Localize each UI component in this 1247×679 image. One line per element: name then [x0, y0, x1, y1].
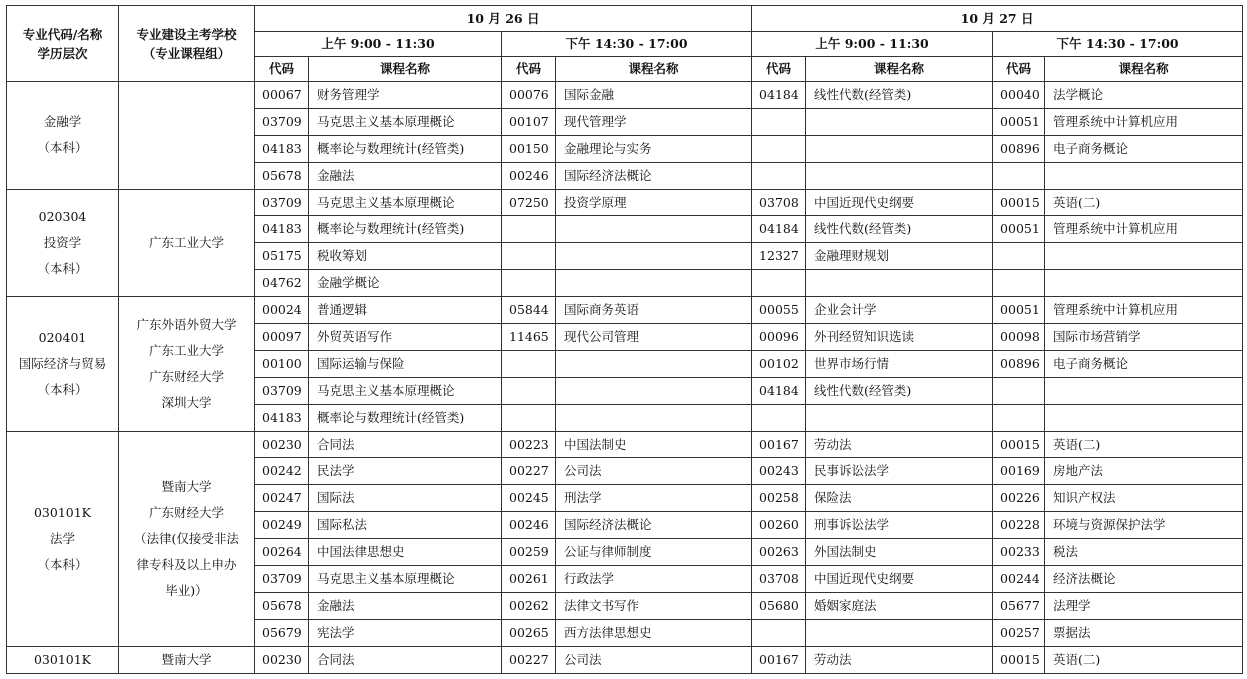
- course-name: 行政法学: [556, 566, 752, 593]
- course-code: [502, 350, 556, 377]
- course-code: 00249: [255, 512, 309, 539]
- course-code: 03708: [752, 566, 806, 593]
- course-code: 00264: [255, 539, 309, 566]
- course-code: 00097: [255, 324, 309, 351]
- course-name: 中国近现代史纲要: [806, 189, 993, 216]
- course-code: 00226: [993, 485, 1045, 512]
- major-text: 020304: [38, 208, 87, 224]
- course-name: 国际私法: [309, 512, 502, 539]
- course-name: 经济法概论: [1045, 566, 1243, 593]
- course-name: 线性代数(经管类): [806, 82, 993, 109]
- course-code: 00246: [502, 162, 556, 189]
- table-header: [7, 6, 1243, 82]
- code-column-header: 代码: [502, 57, 556, 82]
- course-name: [556, 216, 752, 243]
- course-name: 民法学: [309, 458, 502, 485]
- course-name: 西方法律思想史: [556, 619, 752, 646]
- course-name: 金融法: [309, 592, 502, 619]
- school-cell: [119, 431, 255, 646]
- course-code: 05175: [255, 243, 309, 270]
- course-code: [502, 216, 556, 243]
- course-code: 00167: [752, 646, 806, 673]
- course-name: 法学概论: [1045, 82, 1243, 109]
- course-name: [806, 404, 993, 431]
- course-code: 05680: [752, 592, 806, 619]
- course-code: 05677: [993, 592, 1045, 619]
- course-code: 00096: [752, 324, 806, 351]
- course-code: 00247: [255, 485, 309, 512]
- course-name: 企业会计学: [806, 297, 993, 324]
- course-name: [806, 135, 993, 162]
- course-code: 00107: [502, 108, 556, 135]
- course-code: [752, 162, 806, 189]
- course-code: 00015: [993, 646, 1045, 673]
- course-name: 婚姻家庭法: [806, 592, 993, 619]
- course-code: 00245: [502, 485, 556, 512]
- course-code: 00262: [502, 592, 556, 619]
- name-column-header: 课程名称: [1045, 57, 1243, 82]
- course-code: 00233: [993, 539, 1045, 566]
- course-name: 世界市场行情: [806, 350, 993, 377]
- course-code: 04183: [255, 404, 309, 431]
- course-code: 00263: [752, 539, 806, 566]
- course-code: 00051: [993, 216, 1045, 243]
- name-column-header: 课程名称: [806, 57, 993, 82]
- course-code: 03709: [255, 377, 309, 404]
- day-header: 10 月 27 日: [752, 6, 1243, 32]
- course-code: 00260: [752, 512, 806, 539]
- course-name: 中国法制史: [556, 431, 752, 458]
- course-name: 线性代数(经管类): [806, 377, 993, 404]
- course-name: 马克思主义基本原理概论: [309, 566, 502, 593]
- course-name: 公司法: [556, 458, 752, 485]
- course-code: 00265: [502, 619, 556, 646]
- course-name: 金融理论与实务: [556, 135, 752, 162]
- major-column-header: 专业代码/名称 学历层次: [7, 6, 119, 82]
- course-name: [556, 243, 752, 270]
- course-name: 管理系统中计算机应用: [1045, 108, 1243, 135]
- school-cell: [119, 82, 255, 190]
- school-text: 广东外语外贸大学: [136, 316, 237, 332]
- course-name: 国际运输与保险: [309, 350, 502, 377]
- course-name: 刑事诉讼法学: [806, 512, 993, 539]
- course-code: 04183: [255, 135, 309, 162]
- course-code: 03709: [255, 566, 309, 593]
- course-code: 00244: [993, 566, 1045, 593]
- course-code: 03709: [255, 108, 309, 135]
- course-name: 知识产权法: [1045, 485, 1243, 512]
- course-name: 国际商务英语: [556, 297, 752, 324]
- course-name: [1045, 162, 1243, 189]
- session-header: 下午 14:30 - 17:00: [993, 32, 1243, 57]
- course-code: [502, 270, 556, 297]
- course-name: 中国法律思想史: [309, 539, 502, 566]
- code-column-header: 代码: [993, 57, 1045, 82]
- major-text: 法学: [49, 530, 75, 546]
- course-code: 00015: [993, 431, 1045, 458]
- major-text: 020401: [38, 329, 87, 345]
- course-name: 票据法: [1045, 619, 1243, 646]
- course-code: 00257: [993, 619, 1045, 646]
- course-name: 外国法制史: [806, 539, 993, 566]
- course-name: [1045, 243, 1243, 270]
- name-column-header: 课程名称: [309, 57, 502, 82]
- course-code: 04183: [255, 216, 309, 243]
- course-name: [1045, 270, 1243, 297]
- course-name: 法律文书写作: [556, 592, 752, 619]
- school-text: 暨南大学: [161, 478, 212, 494]
- major-text: 030101K: [33, 504, 92, 520]
- course-code: [752, 135, 806, 162]
- school-cell: [119, 297, 255, 431]
- school-text: 广东工业大学: [148, 342, 224, 358]
- course-code: [993, 377, 1045, 404]
- course-name: 国际经济法概论: [556, 512, 752, 539]
- course-code: 00067: [255, 82, 309, 109]
- major-text: （本科）: [37, 140, 88, 156]
- course-name: 国际市场营销学: [1045, 324, 1243, 351]
- course-name: 保险法: [806, 485, 993, 512]
- course-name: [806, 619, 993, 646]
- course-code: 00076: [502, 82, 556, 109]
- code-column-header: 代码: [752, 57, 806, 82]
- course-code: [502, 404, 556, 431]
- course-code: [752, 619, 806, 646]
- course-name: 国际金融: [556, 82, 752, 109]
- course-code: [993, 243, 1045, 270]
- table-row: [7, 297, 1243, 324]
- course-code: 07250: [502, 189, 556, 216]
- course-name: 现代公司管理: [556, 324, 752, 351]
- course-code: [993, 162, 1045, 189]
- course-name: 电子商务概论: [1045, 135, 1243, 162]
- school-text: 广东工业大学: [148, 234, 224, 250]
- course-code: 04184: [752, 377, 806, 404]
- course-code: 00246: [502, 512, 556, 539]
- course-code: 00024: [255, 297, 309, 324]
- course-code: [752, 108, 806, 135]
- major-text: 金融学: [43, 114, 82, 130]
- major-text: 投资学: [43, 234, 82, 250]
- course-name: 电子商务概论: [1045, 350, 1243, 377]
- course-name: 概率论与数理统计(经管类): [309, 135, 502, 162]
- course-code: 00169: [993, 458, 1045, 485]
- school-text: 毕业)）: [165, 582, 208, 598]
- course-name: 国际经济法概论: [556, 162, 752, 189]
- major-cell: [7, 82, 119, 190]
- course-name: 环境与资源保护法学: [1045, 512, 1243, 539]
- course-name: 劳动法: [806, 646, 993, 673]
- course-name: 税法: [1045, 539, 1243, 566]
- major-cell: [7, 189, 119, 297]
- school-text: 暨南大学: [161, 651, 212, 667]
- course-name: 法理学: [1045, 592, 1243, 619]
- school-cell: [119, 646, 255, 673]
- course-name: 英语(二): [1045, 646, 1243, 673]
- course-code: 05678: [255, 592, 309, 619]
- school-text: （法律(仅接受非法: [134, 530, 239, 546]
- course-code: 00896: [993, 135, 1045, 162]
- course-name: 概率论与数理统计(经管类): [309, 216, 502, 243]
- code-column-header: 代码: [255, 57, 309, 82]
- course-name: 英语(二): [1045, 189, 1243, 216]
- course-name: 管理系统中计算机应用: [1045, 297, 1243, 324]
- course-code: 12327: [752, 243, 806, 270]
- major-cell: [7, 431, 119, 646]
- course-name: 民事诉讼法学: [806, 458, 993, 485]
- course-name: [556, 377, 752, 404]
- session-header: 下午 14:30 - 17:00: [502, 32, 752, 57]
- course-name: 公司法: [556, 646, 752, 673]
- school-text: 深圳大学: [161, 394, 212, 410]
- course-name: 管理系统中计算机应用: [1045, 216, 1243, 243]
- course-name: 国际法: [309, 485, 502, 512]
- course-name: 宪法学: [309, 619, 502, 646]
- course-name: 现代管理学: [556, 108, 752, 135]
- course-code: 05678: [255, 162, 309, 189]
- major-text: （本科）: [37, 381, 88, 397]
- course-code: [752, 270, 806, 297]
- course-name: 财务管理学: [309, 82, 502, 109]
- course-code: 04762: [255, 270, 309, 297]
- table-row: [7, 646, 1243, 673]
- course-code: 03709: [255, 189, 309, 216]
- day-header: 10 月 26 日: [255, 6, 752, 32]
- course-code: 00223: [502, 431, 556, 458]
- course-code: 00055: [752, 297, 806, 324]
- course-name: 金融理财规划: [806, 243, 993, 270]
- table-body: [7, 82, 1243, 674]
- session-header: 上午 9:00 - 11:30: [255, 32, 502, 57]
- course-code: [502, 377, 556, 404]
- course-code: [752, 404, 806, 431]
- course-code: 03708: [752, 189, 806, 216]
- course-code: 00227: [502, 646, 556, 673]
- course-code: 00230: [255, 646, 309, 673]
- course-code: 04184: [752, 216, 806, 243]
- course-code: [993, 270, 1045, 297]
- course-name: 合同法: [309, 431, 502, 458]
- course-name: 金融法: [309, 162, 502, 189]
- course-name: [1045, 377, 1243, 404]
- course-name: 马克思主义基本原理概论: [309, 377, 502, 404]
- course-name: 外刊经贸知识选读: [806, 324, 993, 351]
- course-code: 00100: [255, 350, 309, 377]
- school-text: 广东财经大学: [148, 368, 224, 384]
- major-text: （本科）: [37, 556, 88, 572]
- course-name: 概率论与数理统计(经管类): [309, 404, 502, 431]
- course-code: 00242: [255, 458, 309, 485]
- course-name: 英语(二): [1045, 431, 1243, 458]
- course-name: 外贸英语写作: [309, 324, 502, 351]
- course-name: 刑法学: [556, 485, 752, 512]
- course-code: 00051: [993, 297, 1045, 324]
- course-code: 00228: [993, 512, 1045, 539]
- exam-schedule-table: [6, 5, 1243, 674]
- table-row: [7, 82, 1243, 109]
- course-name: [556, 270, 752, 297]
- course-name: 合同法: [309, 646, 502, 673]
- course-code: 00258: [752, 485, 806, 512]
- course-name: [556, 404, 752, 431]
- course-name: 公证与律师制度: [556, 539, 752, 566]
- course-code: 00227: [502, 458, 556, 485]
- course-code: 05679: [255, 619, 309, 646]
- course-code: 00051: [993, 108, 1045, 135]
- course-code: 00259: [502, 539, 556, 566]
- course-code: 00230: [255, 431, 309, 458]
- course-code: 00040: [993, 82, 1045, 109]
- course-code: [993, 404, 1045, 431]
- name-column-header: 课程名称: [556, 57, 752, 82]
- course-name: 普通逻辑: [309, 297, 502, 324]
- course-name: [556, 350, 752, 377]
- course-name: 投资学原理: [556, 189, 752, 216]
- course-name: 马克思主义基本原理概论: [309, 108, 502, 135]
- course-code: 00098: [993, 324, 1045, 351]
- course-name: 税收筹划: [309, 243, 502, 270]
- course-name: 线性代数(经管类): [806, 216, 993, 243]
- course-code: 11465: [502, 324, 556, 351]
- session-header: 上午 9:00 - 11:30: [752, 32, 993, 57]
- school-text: 广东财经大学: [148, 504, 224, 520]
- major-text: （本科）: [37, 260, 88, 276]
- course-code: [502, 243, 556, 270]
- course-code: 00150: [502, 135, 556, 162]
- course-code: 00102: [752, 350, 806, 377]
- course-name: [1045, 404, 1243, 431]
- course-code: 00261: [502, 566, 556, 593]
- course-name: 马克思主义基本原理概论: [309, 189, 502, 216]
- course-name: [806, 108, 993, 135]
- course-name: [806, 270, 993, 297]
- course-name: 劳动法: [806, 431, 993, 458]
- course-name: [806, 162, 993, 189]
- table-row: [7, 431, 1243, 458]
- school-column-header: 专业建设主考学校 （专业课程组）: [119, 6, 255, 82]
- course-code: 04184: [752, 82, 806, 109]
- course-name: 金融学概论: [309, 270, 502, 297]
- school-cell: [119, 189, 255, 297]
- course-code: 00015: [993, 189, 1045, 216]
- major-cell: [7, 297, 119, 431]
- table-row: [7, 189, 1243, 216]
- course-code: 00896: [993, 350, 1045, 377]
- course-code: 00167: [752, 431, 806, 458]
- major-text: 030101K: [33, 651, 92, 667]
- school-text: 律专科及以上申办: [136, 556, 237, 572]
- course-code: 05844: [502, 297, 556, 324]
- major-text: 国际经济与贸易: [18, 355, 107, 371]
- major-cell: [7, 646, 119, 673]
- course-name: 房地产法: [1045, 458, 1243, 485]
- course-code: 00243: [752, 458, 806, 485]
- course-name: 中国近现代史纲要: [806, 566, 993, 593]
